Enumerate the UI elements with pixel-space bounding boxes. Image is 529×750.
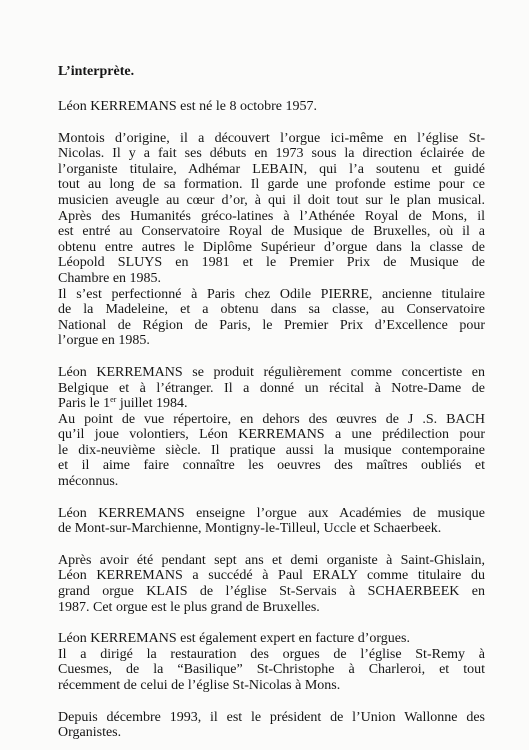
paragraph-organ-expertise [58, 631, 485, 693]
text-line: 1987. Cet orgue est le plus grand de Bruxelles. [58, 599, 320, 615]
text-line: tout au long de sa formation. Il garde une profonde estime pour ce [58, 177, 485, 193]
text-line: de la Madeleine, et a obtenu dans sa classe, au Conservatoire [58, 302, 485, 318]
text-line: grand orgue KLAIS de l’église St-Servais à SCHAERBEEK en [58, 584, 485, 600]
text-line: Après des Humanités gréco-latines à l’Athénée Royal de Mons, il [58, 208, 485, 224]
ordinal-superscript: er [110, 395, 117, 405]
text-line: musicien aveugle au cœur d’or, à qui il doit tout sur le plan musical. [58, 192, 485, 208]
text-line: Après avoir été pendant sept ans et demi organiste à Saint-Ghislain, [58, 552, 485, 568]
text-line-recital-date [58, 396, 485, 412]
text-line: qu’il joue volontiers, Léon KERREMANS a une prédilection pour [58, 427, 485, 443]
text-line: Au point de vue répertoire, en dehors des œuvres de J .S. BACH [58, 411, 485, 427]
text-line: Belgique et à l’étranger. Il a donné un récital à Notre-Dame de [58, 380, 485, 396]
text-line: l’organiste titulaire, Adhémar LEBAIN, qui l’a soutenu et guidé [58, 161, 485, 177]
text-line: le dix-neuvième siècle. Il pratique aussi la musique contemporaine [58, 442, 485, 458]
text-line: Montois d’origine, il a découvert l’orgue ici-même en l’église St- [58, 130, 485, 146]
text-fragment: juillet 1984. [116, 396, 188, 412]
text-line: de Mont-sur-Marchienne, Montigny-le-Tilleul, Uccle et Schaerbeek. [58, 521, 442, 537]
section-title: L’interprète. [58, 64, 135, 79]
paragraph-organist-posts [58, 553, 485, 615]
text-line: et il aime faire connaître les oeuvres des maîtres oubliés et [58, 458, 485, 474]
text-line: Il s’est perfectionné à Paris chez Odile PIERRE, ancienne titulaire [58, 286, 485, 302]
text-line: National de Région de Paris, le Premier Prix d’Excellence pour [58, 317, 485, 333]
text-line: Chambre en 1985. [58, 270, 162, 286]
text-line: Il a dirigé la restauration des orgues de l’église St-Remy à [58, 646, 485, 662]
paragraph-origins-training [58, 131, 485, 349]
paragraph-teaching [58, 506, 485, 537]
paragraph-birth [58, 99, 485, 115]
text-line: est entré au Conservatoire Royal de Musique de Bruxelles, où il a [58, 224, 485, 240]
text-line: obtenu entre autres le Diplôme Supérieur d’orgue dans la classe de [58, 239, 485, 255]
text-line: Léon KERREMANS se produit régulièrement comme concertiste en [58, 364, 485, 380]
text-line: Léopold SLUYS en 1981 et le Premier Prix de Musique de [58, 255, 485, 271]
text-line: l’orgue en 1985. [58, 333, 150, 349]
text-line: récemment de celui de l’église St-Nicolas à Mons. [58, 678, 341, 693]
text-line: méconnus. [58, 474, 119, 490]
text-line: Nicolas. Il y a fait ses débuts en 1973 sous la direction éclairée de [58, 146, 485, 162]
paragraph-concerts-repertoire [58, 365, 485, 490]
text-line: Depuis décembre 1993, il est le président de l’Union Wallonne des [58, 709, 485, 725]
text-line: Léon KERREMANS enseigne l’orgue aux Académies de musique [58, 505, 485, 521]
text-line: Léon KERREMANS est né le 8 octobre 1957. [58, 99, 317, 114]
text-line: Cuesmes, de la “Basilique” St-Christophe à Charleroi, et tout [58, 662, 485, 678]
paragraph-presidency [58, 710, 485, 741]
text-line: Léon KERREMANS a succédé à Paul ERALY comme titulaire du [58, 568, 485, 584]
text-line: Organistes. [58, 725, 122, 741]
text-fragment: Paris le 1 [58, 396, 111, 412]
text-line: Léon KERREMANS est également expert en facture d’orgues. [58, 631, 410, 647]
